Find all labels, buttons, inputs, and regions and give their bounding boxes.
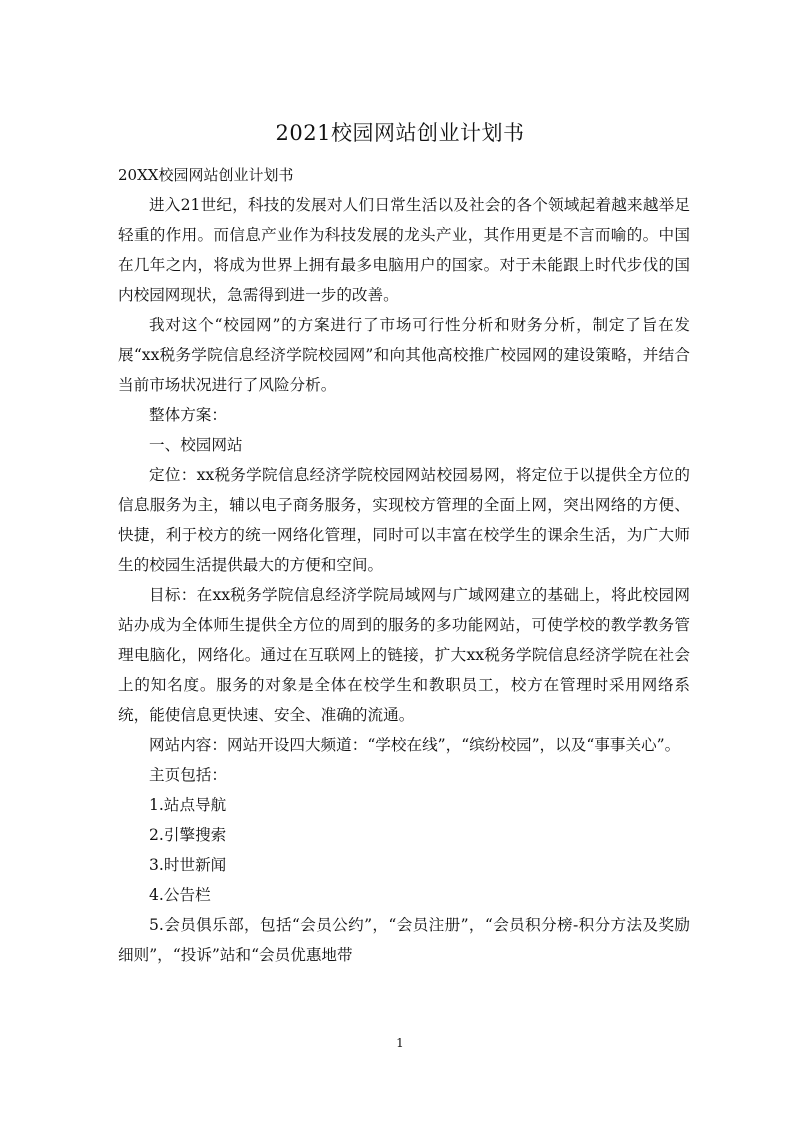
paragraph-site-content: 网站内容：网站开设四大频道：“学校在线”，“缤纷校园”，以及“事事关心”。: [149, 736, 681, 754]
list-item: 2.引擎搜索: [149, 826, 227, 844]
list-item: 4.公告栏: [149, 886, 211, 904]
paragraph-positioning: 定位：xx税务学院信息经济学院校园网站校园易网，将定位于以提供全方位的信息服务为主，辅以电子商务服务，实现校方管理的全面上网，突出网络的方便、快捷，利于校方的统一网络化管理，同时可以丰富在校学生的课余生活，为广大师生的校园生活提供最大的方便和空间。: [118, 466, 690, 574]
document-subtitle: 20XX校园网站创业计划书: [118, 166, 294, 184]
section-heading-campus-site: 一、校园网站: [149, 436, 243, 454]
list-item: 3.时世新闻: [149, 856, 227, 874]
page-number: 1: [396, 1036, 404, 1050]
paragraph-plan-analysis: 我对这个“校园网”的方案进行了市场可行性分析和财务分析，制定了旨在发展“xx税务学院信息经济学院校园网”和向其他高校推广校园网的建设策略，并结合当前市场状况进行了风险分析。: [118, 316, 690, 394]
paragraph-overall-plan: 整体方案：: [149, 406, 227, 424]
document-body: [118, 190, 690, 970]
paragraph-homepage-includes: 主页包括：: [149, 766, 227, 784]
list-item: 1.站点导航: [149, 796, 227, 814]
document-title: 2021校园网站创业计划书: [275, 121, 525, 145]
list-item: 5.会员俱乐部，包括“会员公约”，“会员注册”，“会员积分榜-积分方法及奖励细则”，“投诉”站和“会员优惠地带: [118, 916, 690, 964]
paragraph-intro: 进入21世纪，科技的发展对人们日常生活以及社会的各个领域起着越来越举足轻重的作用。而信息产业作为科技发展的龙头产业，其作用更是不言而喻的。中国在几年之内，将成为世界上拥有最多电脑用户的国家。对于未能跟上时代步伐的国内校园网现状，急需得到进一步的改善。: [118, 196, 690, 304]
paragraph-goal: 目标：在xx税务学院信息经济学院局域网与广域网建立的基础上，将此校园网站办成为全体师生提供全方位的周到的服务的多功能网站，可使学校的教学教务管理电脑化，网络化。通过在互联网上的链接，扩大xx税务学院信息经济学院在社会上的知名度。服务的对象是全体在校学生和教职员工，校方在管理时采用网络系统，能使信息更快速、安全、准确的流通。: [118, 586, 690, 724]
